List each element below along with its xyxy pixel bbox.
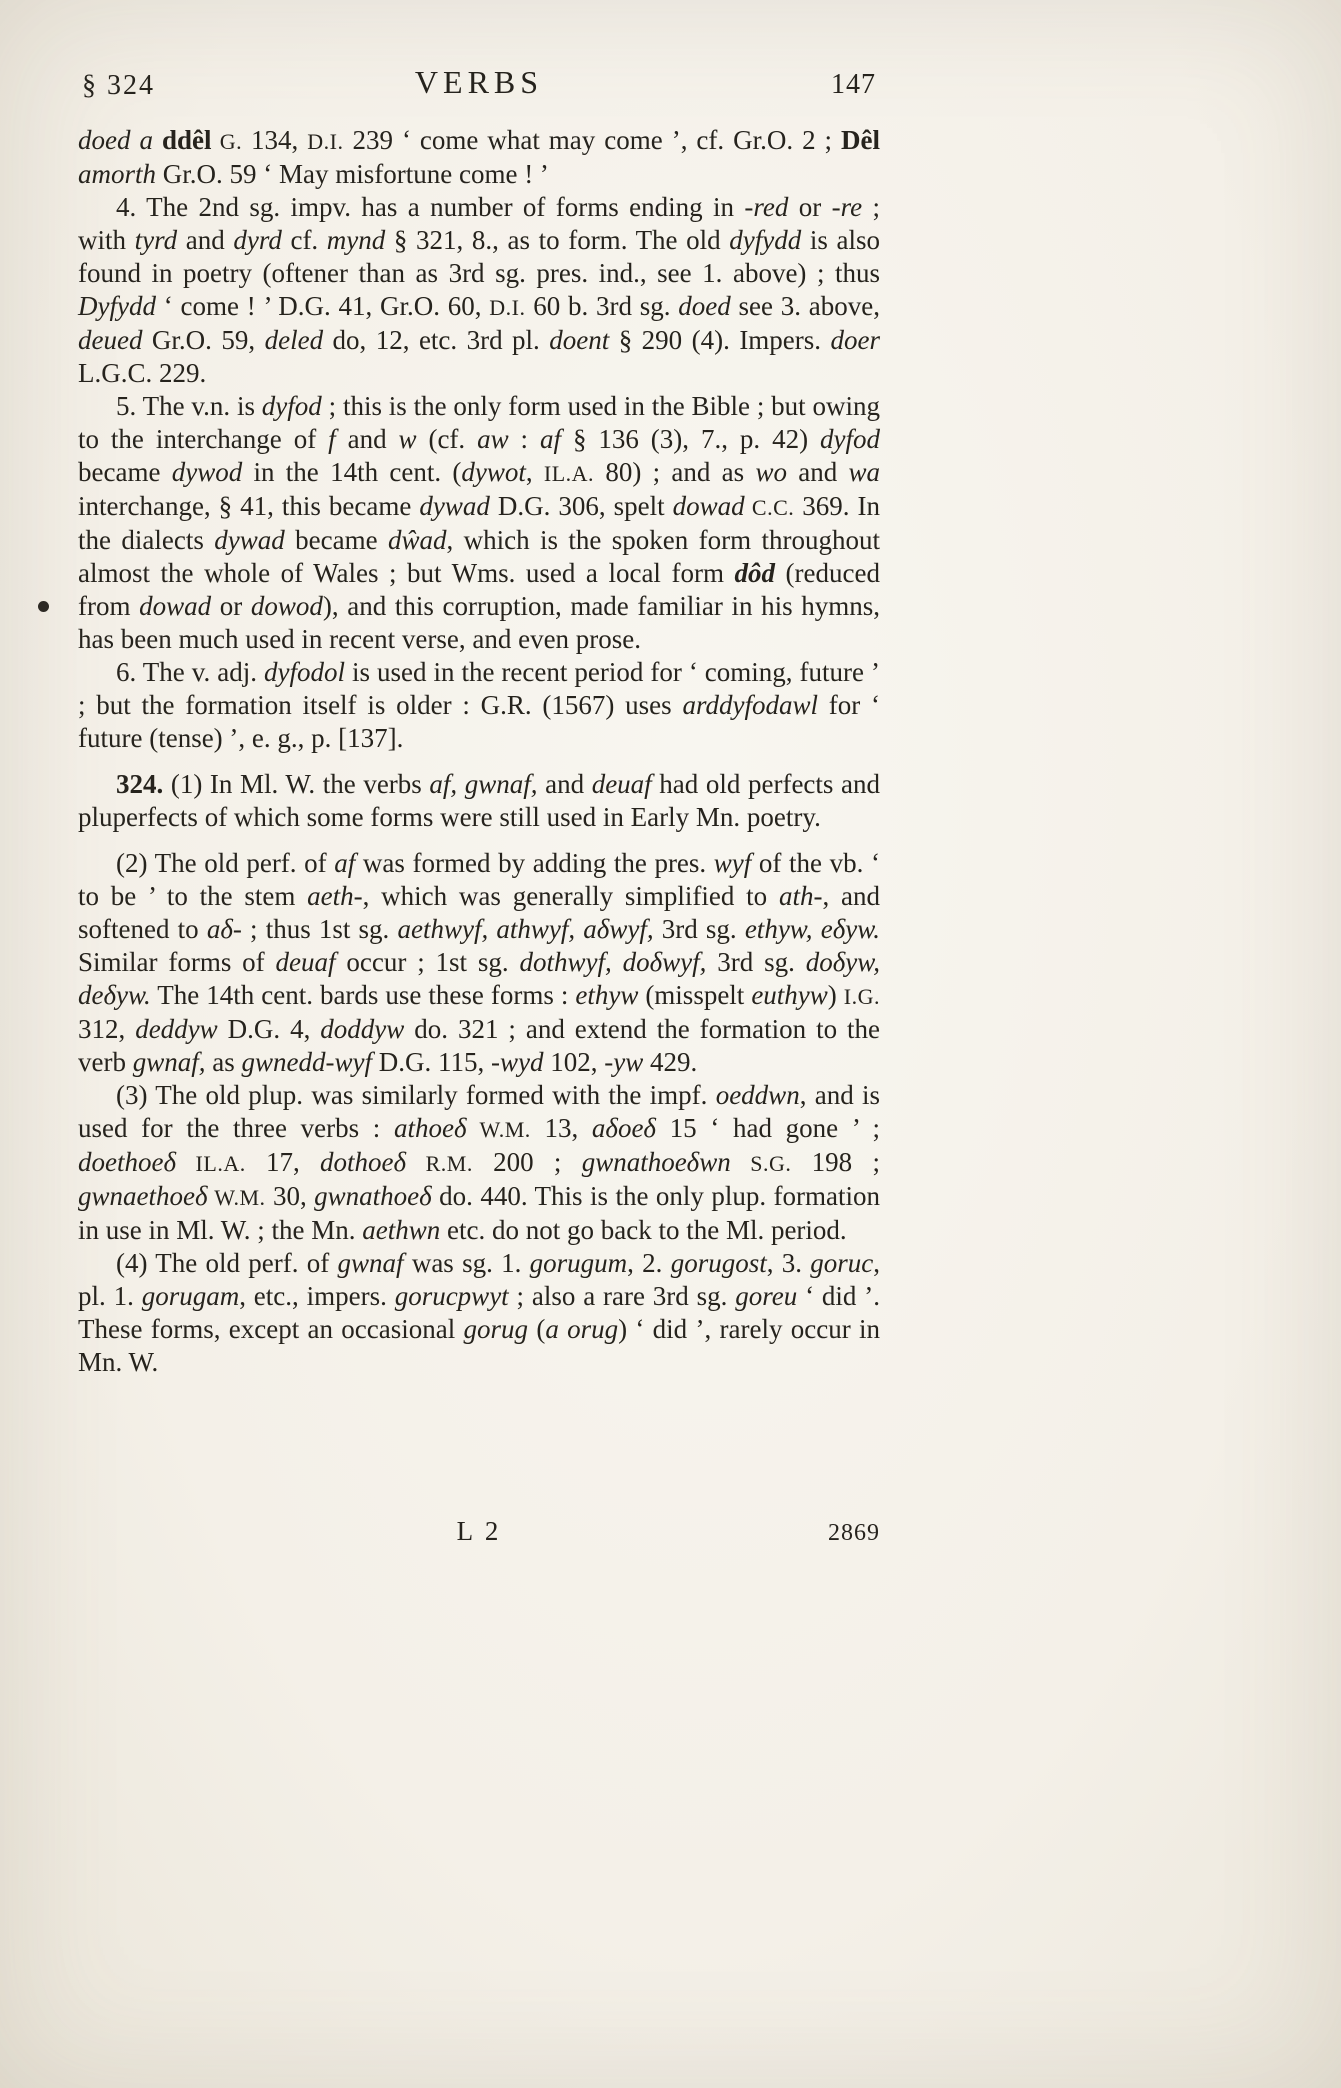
text-run: IL.A. <box>176 1151 246 1176</box>
text-run: do. 321 ; and extend the formation to the verb <box>78 1014 881 1077</box>
text-run: tyrd <box>134 225 178 255</box>
text-run: D.G. 306, spelt <box>489 491 673 521</box>
text-run: deled <box>264 325 324 355</box>
text-run: dywad <box>419 491 490 521</box>
text-run: 429. <box>643 1047 698 1077</box>
text-run: amorth <box>78 159 163 189</box>
text-run: , <box>525 457 544 487</box>
text-run: af <box>540 424 562 454</box>
text-run: ), and this corruption, made familiar in his hymns, has been much used in recent verse, and even prose. <box>78 591 880 654</box>
text-run: dŵad <box>387 525 447 555</box>
text-run: gwnathoeδwn <box>581 1147 731 1177</box>
text-run: ; this is the only form used in the Bible ; but owing to the interchange of <box>78 391 880 454</box>
text-run: 198 ; <box>791 1147 880 1177</box>
text-run: deued <box>78 325 143 355</box>
text-run: D.G. 115, <box>371 1047 491 1077</box>
text-run: and <box>335 424 399 454</box>
text-run: gorugost <box>670 1248 767 1278</box>
text-run: arddyfodawl <box>682 690 818 720</box>
item-5-paragraph <box>78 390 880 656</box>
text-run: gwnathoeδ <box>314 1181 432 1211</box>
text-run: af <box>334 848 356 878</box>
text-run: ) ‘ did ’, rarely occur in Mn. W. <box>78 1314 880 1377</box>
text-run: dyfod <box>261 391 322 421</box>
text-run: gwnaf <box>337 1248 404 1278</box>
text-run: doer <box>830 325 880 355</box>
text-run: 80) ; and as <box>594 457 756 487</box>
text-run: and <box>177 225 234 255</box>
section-324-intro-paragraph <box>78 768 880 834</box>
text-run: euthyw <box>751 980 828 1010</box>
text-run: wo <box>755 457 787 487</box>
text-run: athoeδ <box>393 1113 467 1143</box>
text-run: or <box>211 591 251 621</box>
text-run: dowad <box>139 591 212 621</box>
text-run: § 290 (4). Impers. <box>609 325 831 355</box>
text-run: had old perfects and pluperfects of which some forms were still used in Early Mn. poetry. <box>78 769 881 832</box>
text-run: , which was generally simplified to <box>362 881 779 911</box>
text-run: Gr.O. 59, <box>142 325 265 355</box>
text-run: (misspelt <box>638 980 752 1010</box>
text-run: goreu <box>735 1281 798 1311</box>
text-run: C.C. <box>744 495 795 520</box>
page-number: 147 <box>831 69 876 100</box>
text-run: dothoeδ <box>320 1147 407 1177</box>
text-run: and <box>786 457 849 487</box>
text-run: 13, <box>530 1113 592 1143</box>
text-run: wa <box>848 457 881 487</box>
text-run: R.M. <box>406 1151 473 1176</box>
text-run: 324. <box>116 769 164 799</box>
text-run: occur ; 1st sg. <box>335 947 520 977</box>
running-title: VERBS <box>414 64 544 100</box>
text-run: , 2. <box>627 1248 671 1278</box>
body-text <box>78 124 880 1379</box>
text-run: 369. In the dialects <box>78 491 880 555</box>
text-run: 4. The 2nd sg. impv. has a number of forms ending in <box>116 192 745 222</box>
text-run: gwnedd-wyf <box>241 1047 372 1077</box>
text-run: § 321, 8., as to form. The old <box>385 225 730 255</box>
text-run: is used in the recent period for ‘ coming, future ’ ; but the formation itself is older : G.R. (1567) uses <box>78 657 881 720</box>
text-run: -red <box>744 192 789 222</box>
text-run: ‘ did ’. These forms, except an occasional <box>78 1281 880 1344</box>
text-run: doent <box>549 325 610 355</box>
text-run: of the vb. ‘ to be ’ to the stem <box>78 848 880 911</box>
text-run: Gr.O. 59 ‘ May misfortune come ! ’ <box>162 159 549 189</box>
text-run: The 14th cent. bards use these forms : <box>150 980 576 1010</box>
text-run: af, gwnaf, <box>429 769 538 799</box>
text-run: -re <box>831 192 863 222</box>
text-run: aeth- <box>307 881 363 911</box>
text-run: gwnaf, <box>132 1047 206 1077</box>
text-run: as <box>205 1047 242 1077</box>
text-run: doethoeδ <box>78 1147 177 1177</box>
text-run: f <box>328 424 336 454</box>
text-run: dowad <box>672 491 745 521</box>
text-run: 60 b. 3rd sg. <box>525 291 679 321</box>
text-run: for ‘ future (tense) ’, e. g., p. [137]. <box>78 690 880 753</box>
text-run: Dêl <box>841 125 881 155</box>
text-run: and <box>537 769 592 799</box>
text-run: D.G. 4, <box>217 1014 321 1044</box>
text-run: aδ- <box>206 914 242 944</box>
text-run: doδyw, deδyw. <box>78 947 880 1010</box>
text-run: w <box>398 424 417 454</box>
text-run: etc. do not go back to the Ml. period. <box>440 1215 847 1245</box>
text-run: ethyw, eδyw. <box>744 914 880 944</box>
text-run: (cf. <box>416 424 478 454</box>
text-run: (4) The old perf. of <box>116 1248 338 1278</box>
text-run: became <box>284 525 388 555</box>
text-run: ethyw <box>575 980 639 1010</box>
text-run: L.G.C. 229. <box>78 358 207 388</box>
text-run: : <box>508 424 540 454</box>
text-run: -yw <box>604 1047 644 1077</box>
page-header <box>78 64 880 108</box>
text-run: mynd <box>326 225 386 255</box>
text-run: doed a <box>78 125 162 155</box>
text-run: gorugum <box>529 1248 628 1278</box>
text-run: 200 ; <box>472 1147 582 1177</box>
text-run: 312, <box>78 1014 136 1044</box>
text-run: oeddwn <box>715 1080 800 1110</box>
text-run: dyfod <box>820 424 881 454</box>
text-run: aw <box>477 424 509 454</box>
text-run: goruc <box>810 1248 874 1278</box>
text-run: dywad <box>214 525 285 555</box>
text-run: § 136 (3), 7., p. 42) <box>561 424 821 454</box>
text-run: dôd <box>734 558 776 588</box>
text-run: or <box>788 192 832 222</box>
text-run: dothwyf, doδwyf, <box>519 947 707 977</box>
text-run: dyfodol <box>263 657 345 687</box>
text-run: doed <box>678 291 731 321</box>
text-run: 15 ‘ had gone ’ ; <box>655 1113 881 1143</box>
text-run: dyrd <box>233 225 282 255</box>
text-run: is also found in poetry (oftener than as 3rd sg. pres. ind., see 1. above) ; thus <box>78 225 880 288</box>
text-run: ath- <box>778 881 823 911</box>
text-run: 30, <box>265 1181 315 1211</box>
text-run: (3) The old plup. was similarly formed with the impf. <box>116 1080 716 1110</box>
text-run: aδoeδ <box>591 1113 656 1143</box>
text-run: wyf <box>713 848 752 878</box>
text-run: , 3. <box>766 1248 811 1278</box>
text-run: G. <box>211 129 243 154</box>
text-run: cf. <box>281 225 327 255</box>
text-run: , which is the spoken form throughout almost the whole of Wales ; but Wms. used a local form <box>78 525 881 588</box>
text-run: (2) The old perf. of <box>116 848 335 878</box>
text-run: W.M. <box>207 1185 266 1210</box>
text-run: 239 ‘ come what may come ’, cf. Gr.O. 2 ; <box>343 125 842 155</box>
text-run: deuaf <box>275 947 336 977</box>
text-run: , pl. 1. <box>78 1248 881 1311</box>
text-run: 5. The v.n. is <box>116 391 262 421</box>
print-number: 2869 <box>828 1520 880 1546</box>
text-run: ; with <box>78 192 880 255</box>
text-run: -wyd <box>490 1047 544 1077</box>
text-run: ddêl <box>161 125 212 155</box>
text-run: I.G. <box>843 984 880 1009</box>
signature-mark: L 2 <box>456 1516 502 1546</box>
text-run: 3rd sg. <box>653 914 745 944</box>
text-run: dywod <box>171 457 243 487</box>
text-run: gwnaethoeδ <box>78 1181 208 1211</box>
page-footer <box>78 1516 880 1556</box>
section-number: § 324 <box>82 70 155 101</box>
section-324-2-paragraph <box>78 847 880 1079</box>
text-run: (1) In Ml. W. the verbs <box>163 769 430 799</box>
text-run: gorucpwyt <box>394 1281 509 1311</box>
text-run: doddyw <box>320 1014 405 1044</box>
text-run: see 3. above, <box>730 291 881 321</box>
item-6-paragraph <box>78 656 880 755</box>
text-run: 6. The v. adj. <box>116 657 264 687</box>
text-run: IL.A. <box>543 461 595 486</box>
margin-ink-mark <box>38 601 49 612</box>
text-run: in the 14th cent. ( <box>242 457 462 487</box>
text-run: 102, <box>543 1047 605 1077</box>
text-run: 134, <box>242 125 308 155</box>
text-run: do. 440. This is the only plup. formation in use in Ml. W. ; the Mn. <box>78 1181 880 1245</box>
text-run: deddyw <box>135 1014 218 1044</box>
text-run: ( <box>528 1314 546 1344</box>
section-324-4-paragraph <box>78 1247 880 1379</box>
text-run: was formed by adding the pres. <box>355 848 714 878</box>
text-run: 3rd sg. <box>706 947 806 977</box>
continuation-paragraph <box>78 124 880 191</box>
text-run: , and is used for the three verbs : <box>78 1080 881 1143</box>
text-run: dyfydd <box>729 225 802 255</box>
text-run: D.I. <box>307 129 344 154</box>
text-run: gorugam <box>141 1281 240 1311</box>
text-run: dowod <box>250 591 323 621</box>
text-run: aethwyf, athwyf, aδwyf, <box>397 914 654 944</box>
text-run: ; also a rare 3rd sg. <box>508 1281 736 1311</box>
text-run: a orug <box>545 1314 619 1344</box>
text-run: D.I. <box>489 295 526 320</box>
text-run: was sg. 1. <box>403 1248 530 1278</box>
text-run: dywot <box>461 457 526 487</box>
text-run: Dyfydd <box>78 291 156 321</box>
text-run: ) <box>827 980 844 1010</box>
text-run: deuaf <box>591 769 652 799</box>
text-run: S.G. <box>730 1151 792 1176</box>
text-run: aethwn <box>362 1215 441 1245</box>
text-run: 17, <box>245 1147 321 1177</box>
text-run: (reduced from <box>78 558 880 621</box>
text-run: ; thus 1st sg. <box>241 914 398 944</box>
text-run: W.M. <box>466 1117 531 1142</box>
text-run: ‘ come ! ’ D.G. 41, Gr.O. 60, <box>155 291 490 321</box>
text-run: , etc., impers. <box>239 1281 395 1311</box>
text-run: gorug <box>463 1314 529 1344</box>
text-run: interchange, § 41, this became <box>78 491 420 521</box>
text-run: , and softened to <box>78 881 880 944</box>
text-run: Similar forms of <box>78 947 276 977</box>
text-run: became <box>78 457 172 487</box>
section-324-3-paragraph <box>78 1079 880 1247</box>
text-run: do, 12, etc. 3rd pl. <box>323 325 550 355</box>
item-4-paragraph <box>78 191 880 390</box>
